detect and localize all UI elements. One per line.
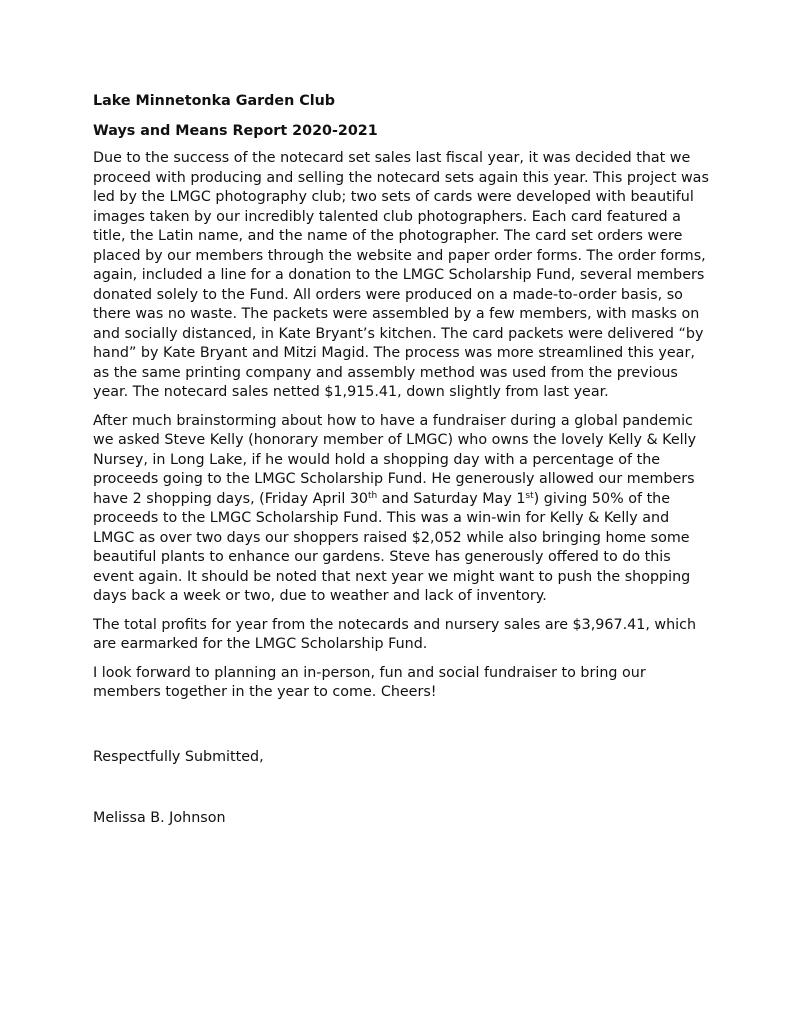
report-title: Ways and Means Report 2020-2021 bbox=[93, 122, 378, 139]
report-document bbox=[93, 92, 713, 826]
organization-name: Lake Minnetonka Garden Club bbox=[93, 93, 336, 109]
paragraph-nursery-fundraiser bbox=[93, 412, 713, 607]
paragraph-text-segment: and Saturday May 1 bbox=[377, 490, 526, 507]
paragraph-total-profits: The total profits for year from the notecards and nursery sales are $3,967.41, which are earmarked for the LMGC Scholarship Fund. bbox=[93, 616, 697, 652]
closing-line: Respectfully Submitted, bbox=[93, 749, 264, 765]
paragraph-text-segment: ) giving 50% of the proceeds to the LMGC Scholarship Fund. This was a win-win for Kelly & Kelly and LMGC as over two days our shoppers raised $2,052 while also bringing home some beautiful plants to enhance our gardens. Steve has generously offered to do this event again. It should be noted that next year we might want to push the shopping days back a week or two, due to weather and lack of inventory. bbox=[93, 490, 691, 604]
paragraph-notecard-sales: Due to the success of the notecard set sales last fiscal year, it was decided that we proceed with producing and selling the notecard sets again this year. This project was led by the LMGC photography club; two sets of cards were developed with beautiful images taken by our incredibly talented club photographers. Each card featured a title, the Latin name, and the name of the photographer. The card set orders were placed by our members through the website and paper order forms. The order forms, again, included a line for a donation to the LMGC Scholarship Fund, several members donated solely to the Fund. All orders were produced on a made-to-order basis, so there was no waste. The packets were assembled by a few members, with masks on and socially distanced, in Kate Bryant’s kitchen. The card packets were delivered “by hand” by Kate Bryant and Mitzi Magid. The process was more streamlined this year, as the same printing company and assembly method was used from the previous year. The notecard sales netted $1,915.41, down slightly from last year. bbox=[93, 150, 709, 400]
signature-name: Melissa B. Johnson bbox=[93, 810, 226, 826]
ordinal-suffix: th bbox=[368, 490, 378, 501]
paragraph-text-segment: After much brainstorming about how to have a fundraiser during a global pandemic we asked Steve Kelly (honorary member of LMGC) who owns the lovely Kelly & Kelly Nursey, in Long Lake, if he would hold a shopping day with a percentage of the proceeds going to the LMGC Scholarship Fund. He generously allowed our members have 2 shopping days, (Friday April 30 bbox=[93, 412, 697, 507]
paragraph-closing-remarks: I look forward to planning an in-person, fun and social fundraiser to bring our members together in the year to come. Cheers! bbox=[93, 664, 646, 700]
ordinal-suffix: st bbox=[525, 490, 534, 501]
